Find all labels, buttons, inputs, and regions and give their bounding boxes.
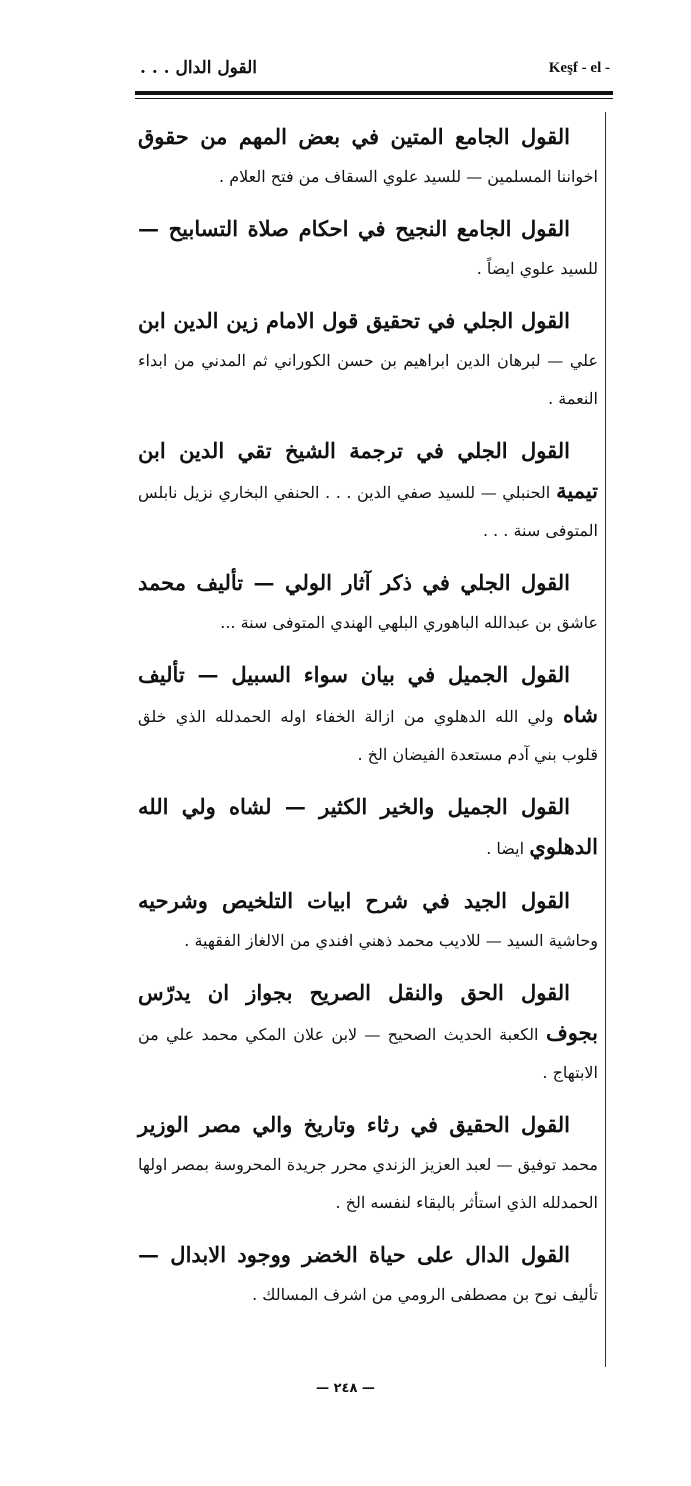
entry-title: القول الجميل في بيان سواء السبيل — تأليف شاه <box>138 662 598 727</box>
index-label: Keşf - el - <box>548 60 610 76</box>
entry-title: القول الجلي في ترجمة الشيخ تقي الدين ابن تيمية <box>138 438 599 503</box>
list-item <box>138 788 598 868</box>
list-item <box>138 118 598 196</box>
entry-title: القول الحقيق في رثاء وتاريخ والي مصر الوزير <box>138 1112 570 1137</box>
list-item <box>138 1106 598 1222</box>
list-item <box>138 210 598 288</box>
column-rule <box>605 112 606 1367</box>
entry-details: علي — لبرهان الدين ابراهيم بن حسن الكوراني ثم المدني من ابداء النعمة . <box>138 351 598 408</box>
entry-title: القول الجامع النجيح في احكام صلاة التسابيح — <box>138 216 570 241</box>
entry-title: القول الجلي في تحقيق قول الامام زين الدين ابن <box>138 308 570 333</box>
entry-title: القول الجيد في شرح ابيات التلخيص وشرحيه <box>138 888 570 913</box>
entry-title: القول الجامع المتين في بعض المهم من حقوق <box>138 124 570 149</box>
page-number: — ٢٤٨ — <box>316 1381 375 1396</box>
entry-title: القول الجلي في ذكر آثار الولي — تأليف محمد <box>138 570 570 595</box>
list-item <box>138 432 598 550</box>
entry-title: القول الجميل والخير الكثير — لشاه ولي الله الدهلوي <box>138 794 598 859</box>
header-rule-thin <box>135 98 613 99</box>
running-title: القول الدال . . . <box>140 58 257 78</box>
list-item <box>138 564 598 642</box>
list-item <box>138 882 598 960</box>
entry-title: القول الحق والنقل الصريح بجواز ان يدرّس بجوف <box>138 980 599 1045</box>
entry-title: القول الدال على حياة الخضر ووجود الابدال — <box>138 1242 570 1267</box>
list-item <box>138 974 598 1092</box>
list-item <box>138 1236 598 1314</box>
entry-details: الكعبة الحديث الصحيح — لابن علان المكي محمد علي من الابتهاج . <box>138 1025 598 1082</box>
entry-details: محمد توفيق — لعبد العزيز الزندي محرر جريدة المحروسة بمصر اولها الحمدلله الذي استأثر بالبقاء لنفسه الخ . <box>138 1155 598 1212</box>
entry-details: ايضا . <box>486 839 525 858</box>
header-rule-thick <box>135 91 613 95</box>
page-header <box>130 58 610 82</box>
entry-details: اخواننا المسلمين — للسيد علوي السقاف من فتح العلام . <box>219 167 598 186</box>
entry-details: عاشق بن عبدالله الباهوري البلهي الهندي المتوفى سنة ... <box>220 613 598 632</box>
entry-details: ولي الله الدهلوي من ازالة الخفاء اوله الحمدلله الذي خلق قلوب بني آدم مستعدة الفيضان الخ . <box>138 707 598 764</box>
entry-details: الحنبلي — للسيد صفي الدين . . . الحنفي البخاري نزيل نابلس المتوفى سنة . . . <box>138 483 598 540</box>
entry-details: للسيد علوي ايضاً . <box>476 259 598 278</box>
list-item <box>138 302 598 418</box>
entry-details: تأليف نوح بن مصطفى الرومي من اشرف المسالك . <box>252 1285 598 1304</box>
entry-details: وحاشية السيد — للاديب محمد ذهني افندي من الالغاز الفقهية . <box>184 931 598 950</box>
list-item <box>138 656 598 774</box>
entry-list <box>138 118 598 1328</box>
